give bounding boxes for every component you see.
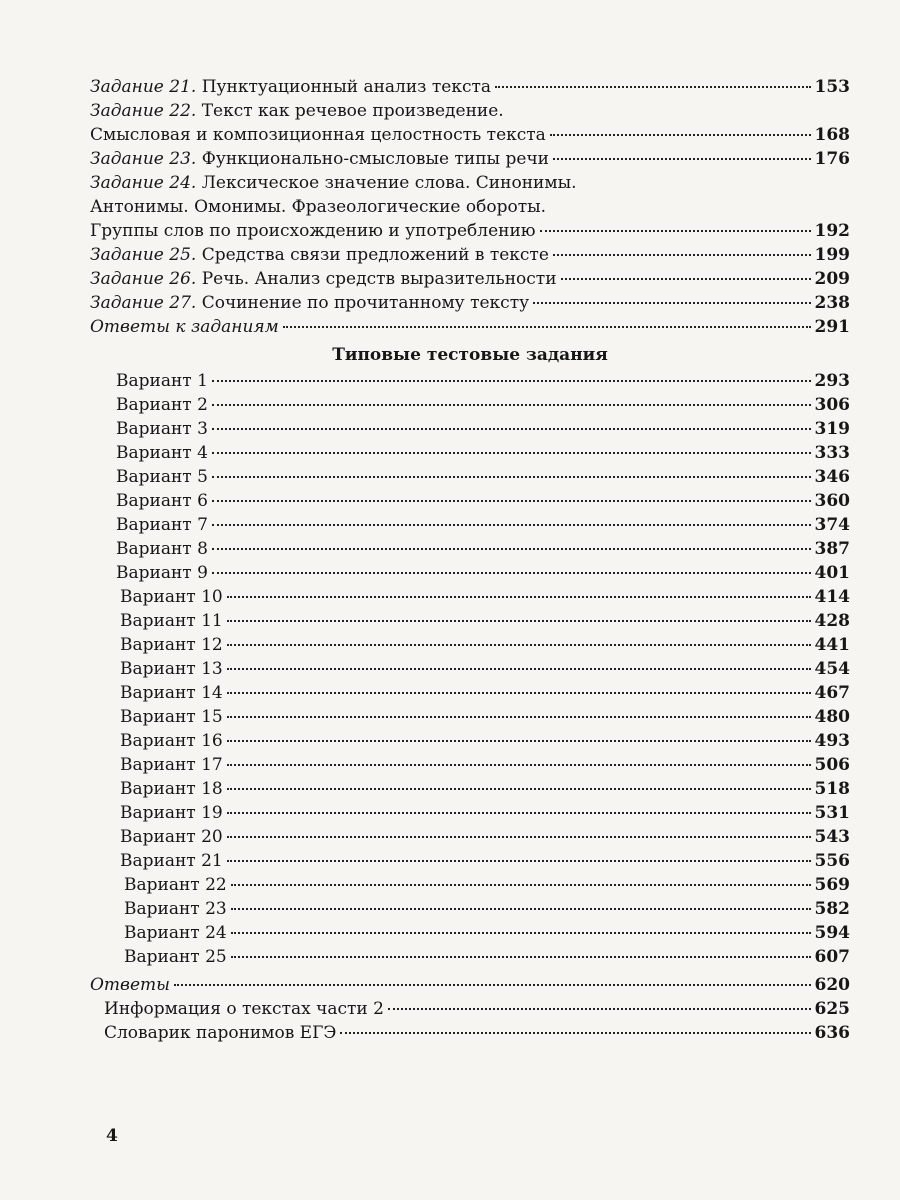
task-title: Лексическое значение слова. Синонимы. xyxy=(201,173,577,193)
task-prefix: Задание 23. xyxy=(90,149,197,169)
variant-label: Вариант 15 xyxy=(120,707,223,727)
page-ref: 199 xyxy=(814,245,850,265)
page-ref: 454 xyxy=(814,659,850,679)
variant-label: Вариант 6 xyxy=(116,491,208,511)
toc-entry-variant[interactable] xyxy=(90,393,850,417)
toc-entry-variant[interactable] xyxy=(90,729,850,753)
variant-label: Вариант 4 xyxy=(116,443,208,463)
page-ref: 360 xyxy=(814,491,850,511)
leader-dots xyxy=(550,134,811,136)
toc-entry-variant[interactable] xyxy=(90,633,850,657)
page-ref: 168 xyxy=(814,125,850,145)
page-ref: 387 xyxy=(814,539,850,559)
toc-entry-task-23[interactable] xyxy=(90,147,850,171)
toc-entry-task-26[interactable] xyxy=(90,267,850,291)
toc-entry-variant[interactable] xyxy=(90,705,850,729)
variant-label: Вариант 19 xyxy=(120,803,223,823)
task-prefix: Задание 26. xyxy=(90,269,197,289)
page-ref: 620 xyxy=(814,975,850,995)
toc-entry-variant[interactable] xyxy=(90,537,850,561)
toc-entry-variant[interactable] xyxy=(90,921,850,945)
toc-entry-answers[interactable] xyxy=(90,973,850,997)
page-ref: 594 xyxy=(814,923,850,943)
page-ref: 293 xyxy=(814,371,850,391)
toc-entry-task-27[interactable] xyxy=(90,291,850,315)
variant-label: Вариант 3 xyxy=(116,419,208,439)
leader-dots xyxy=(227,596,811,598)
toc-entry-variant[interactable] xyxy=(90,489,850,513)
leader-dots xyxy=(212,500,811,502)
task-title-continuation: Смысловая и композиционная целостность текста xyxy=(90,125,546,145)
variant-label: Вариант 18 xyxy=(120,779,223,799)
leader-dots xyxy=(227,812,811,814)
page-ref: 441 xyxy=(814,635,850,655)
leader-dots xyxy=(340,1032,810,1034)
page-ref: 493 xyxy=(814,731,850,751)
toc-entry-task-24-cont2[interactable] xyxy=(90,219,850,243)
page-ref: 607 xyxy=(814,947,850,967)
leader-dots xyxy=(540,230,811,232)
leader-dots xyxy=(553,158,810,160)
page-ref: 333 xyxy=(814,443,850,463)
toc-entry-task-24-cont[interactable] xyxy=(90,195,850,219)
leader-dots xyxy=(227,644,811,646)
page-ref: 414 xyxy=(814,587,850,607)
task-title: Речь. Анализ средств выразительности xyxy=(201,269,557,289)
variant-label: Вариант 22 xyxy=(124,875,227,895)
table-of-contents xyxy=(90,75,850,1045)
leader-dots xyxy=(553,254,811,256)
toc-entry-variant[interactable] xyxy=(90,681,850,705)
toc-entry-variant[interactable] xyxy=(90,441,850,465)
task-title-continuation: Группы слов по происхождению и употреблению xyxy=(90,221,536,241)
variant-label: Вариант 23 xyxy=(124,899,227,919)
leader-dots xyxy=(227,788,811,790)
task-title-continuation: Антонимы. Омонимы. Фразеологические обороты. xyxy=(90,197,547,217)
toc-entry-variant[interactable] xyxy=(90,369,850,393)
variant-label: Вариант 9 xyxy=(116,563,208,583)
page-ref: 153 xyxy=(814,77,850,97)
page-number: 4 xyxy=(106,1126,118,1146)
page-ref: 625 xyxy=(814,999,850,1019)
toc-entry-task-22[interactable] xyxy=(90,99,850,123)
page-ref: 582 xyxy=(814,899,850,919)
variant-label: Вариант 10 xyxy=(120,587,223,607)
variant-label: Вариант 20 xyxy=(120,827,223,847)
leader-dots xyxy=(231,908,811,910)
toc-entry-task-21[interactable] xyxy=(90,75,850,99)
variant-label: Вариант 24 xyxy=(124,923,227,943)
page-ref: 480 xyxy=(814,707,850,727)
toc-entry-paronym-dictionary[interactable] xyxy=(90,1021,850,1045)
task-prefix: Задание 24. xyxy=(90,173,197,193)
variant-label: Вариант 11 xyxy=(120,611,223,631)
page-ref: 291 xyxy=(814,317,850,337)
page-ref: 543 xyxy=(814,827,850,847)
variant-label: Вариант 14 xyxy=(120,683,223,703)
task-title: Средства связи предложений в тексте xyxy=(201,245,549,265)
page-ref: 569 xyxy=(814,875,850,895)
variant-label: Вариант 1 xyxy=(116,371,208,391)
task-title: Сочинение по прочитанному тексту xyxy=(201,293,530,313)
variant-label: Вариант 12 xyxy=(120,635,223,655)
leader-dots xyxy=(283,326,811,328)
leader-dots xyxy=(533,302,810,304)
leader-dots xyxy=(227,740,811,742)
page-ref: 319 xyxy=(814,419,850,439)
page-ref: 556 xyxy=(814,851,850,871)
section-heading: Типовые тестовые задания xyxy=(332,345,608,365)
leader-dots xyxy=(212,428,811,430)
variant-label: Вариант 17 xyxy=(120,755,223,775)
variant-label: Вариант 13 xyxy=(120,659,223,679)
toc-entry-task-24[interactable] xyxy=(90,171,850,195)
leader-dots xyxy=(231,932,811,934)
entry-title: Ответы к заданиям xyxy=(90,317,279,337)
toc-entry-variant[interactable] xyxy=(90,873,850,897)
toc-entry-variant[interactable] xyxy=(90,609,850,633)
page-ref: 374 xyxy=(814,515,850,535)
task-title: Функционально-смысловые типы речи xyxy=(201,149,550,169)
page-ref: 238 xyxy=(814,293,850,313)
leader-dots xyxy=(227,692,811,694)
leader-dots xyxy=(495,86,810,88)
page-ref: 506 xyxy=(814,755,850,775)
leader-dots xyxy=(227,620,811,622)
page-ref: 518 xyxy=(814,779,850,799)
leader-dots xyxy=(212,404,811,406)
toc-entry-variant[interactable] xyxy=(90,801,850,825)
toc-entry-variant[interactable] xyxy=(90,849,850,873)
page-ref: 531 xyxy=(814,803,850,823)
toc-entry-variant[interactable] xyxy=(90,777,850,801)
toc-entry-variant[interactable] xyxy=(90,897,850,921)
toc-entry-task-answers[interactable] xyxy=(90,315,850,339)
toc-entry-variant[interactable] xyxy=(90,657,850,681)
leader-dots xyxy=(227,860,811,862)
task-prefix: Задание 22. xyxy=(90,101,197,121)
page-ref: 346 xyxy=(814,467,850,487)
variant-label: Вариант 21 xyxy=(120,851,223,871)
page-ref: 636 xyxy=(814,1023,850,1043)
variant-label: Вариант 16 xyxy=(120,731,223,751)
page-ref: 428 xyxy=(814,611,850,631)
leader-dots xyxy=(231,956,811,958)
entry-title: Информация о текстах части 2 xyxy=(104,999,384,1019)
variant-label: Вариант 5 xyxy=(116,467,208,487)
leader-dots xyxy=(212,380,811,382)
task-prefix: Задание 27. xyxy=(90,293,197,313)
leader-dots xyxy=(388,1008,811,1010)
task-title: Текст как речевое произведение. xyxy=(201,101,504,121)
page-ref: 176 xyxy=(814,149,850,169)
variant-label: Вариант 2 xyxy=(116,395,208,415)
toc-entry-variant[interactable] xyxy=(90,945,850,969)
leader-dots xyxy=(174,984,811,986)
entry-title: Словарик паронимов ЕГЭ xyxy=(104,1023,337,1043)
leader-dots xyxy=(231,884,811,886)
leader-dots xyxy=(227,836,811,838)
task-prefix: Задание 21. xyxy=(90,77,197,97)
toc-entry-variant[interactable] xyxy=(90,465,850,489)
variant-label: Вариант 8 xyxy=(116,539,208,559)
toc-entry-task-22-cont[interactable] xyxy=(90,123,850,147)
leader-dots xyxy=(212,572,811,574)
leader-dots xyxy=(212,476,811,478)
toc-entry-variant[interactable] xyxy=(90,561,850,585)
leader-dots xyxy=(227,764,811,766)
page-ref: 467 xyxy=(814,683,850,703)
leader-dots xyxy=(212,524,811,526)
toc-entry-task-25[interactable] xyxy=(90,243,850,267)
leader-dots xyxy=(212,452,811,454)
leader-dots xyxy=(561,278,811,280)
leader-dots xyxy=(227,668,811,670)
toc-entry-variant[interactable] xyxy=(90,825,850,849)
variants-list xyxy=(90,369,850,969)
toc-entry-variant[interactable] xyxy=(90,585,850,609)
toc-entry-variant[interactable] xyxy=(90,513,850,537)
entry-title: Ответы xyxy=(90,975,170,995)
page-ref: 209 xyxy=(814,269,850,289)
task-prefix: Задание 25. xyxy=(90,245,197,265)
toc-entry-variant[interactable] xyxy=(90,753,850,777)
toc-entry-text-info[interactable] xyxy=(90,997,850,1021)
leader-dots xyxy=(212,548,811,550)
page-ref: 306 xyxy=(814,395,850,415)
page-ref: 401 xyxy=(814,563,850,583)
page-ref: 192 xyxy=(814,221,850,241)
leader-dots xyxy=(227,716,811,718)
task-title: Пунктуационный анализ текста xyxy=(201,77,492,97)
toc-entry-variant[interactable] xyxy=(90,417,850,441)
variant-label: Вариант 25 xyxy=(124,947,227,967)
variant-label: Вариант 7 xyxy=(116,515,208,535)
